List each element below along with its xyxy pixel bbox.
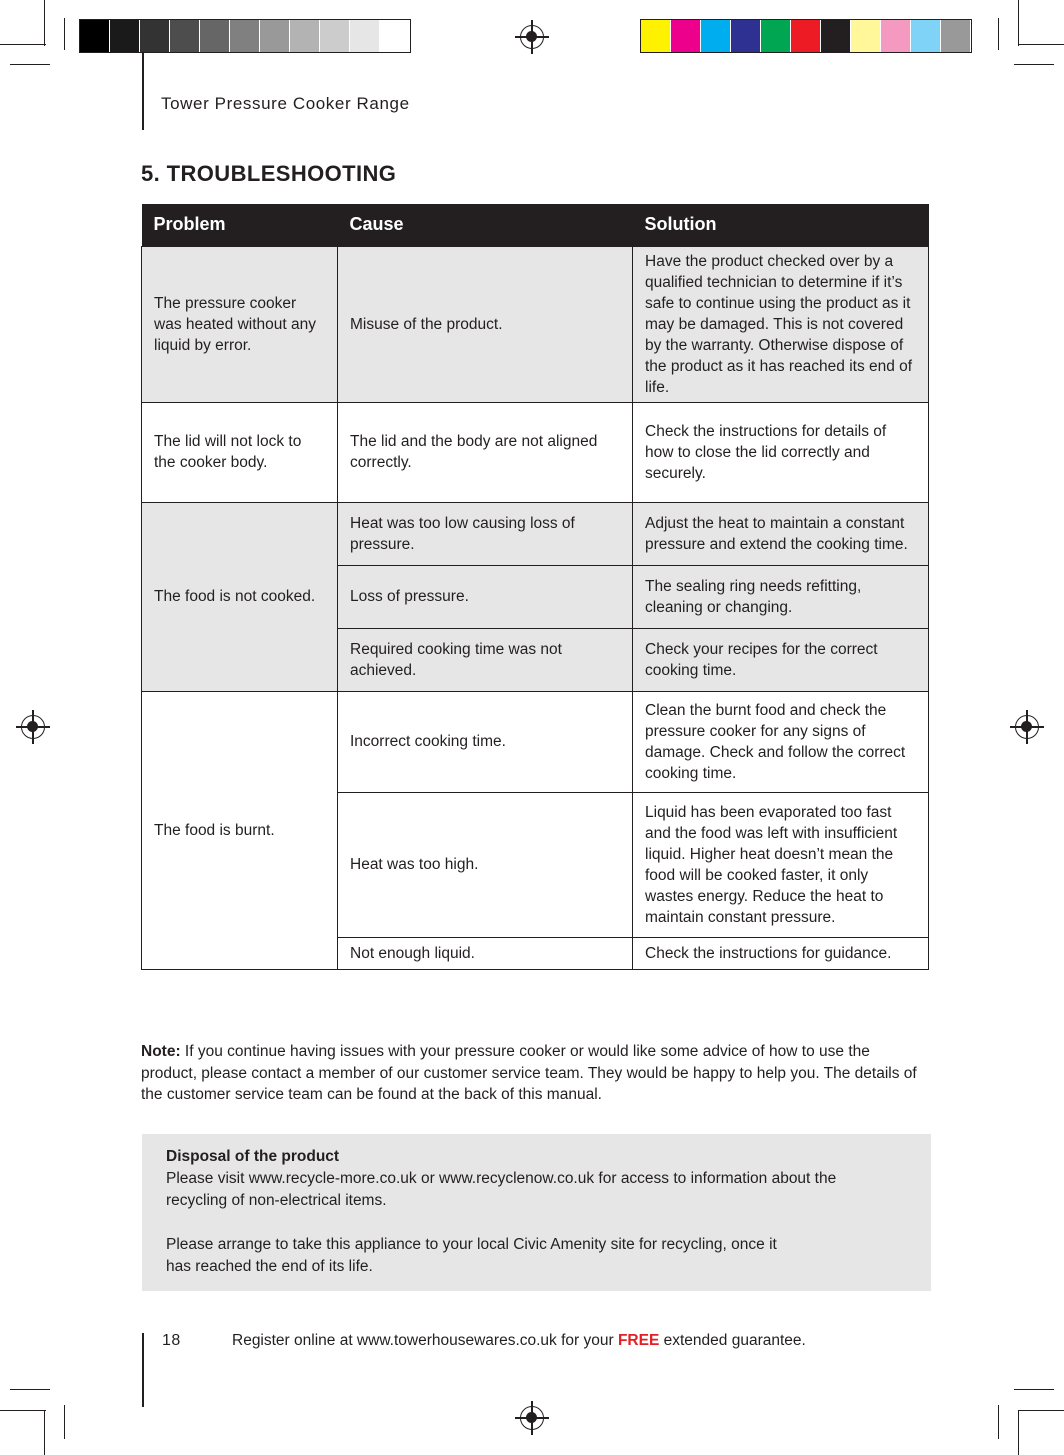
cause-cell: The lid and the body are not aligned correctly. [338, 402, 633, 502]
disposal-box [142, 1134, 931, 1291]
crop-mark [0, 1410, 46, 1411]
color-swatch [941, 20, 971, 52]
crop-mark [1018, 1410, 1064, 1411]
footer-rule [142, 1333, 144, 1407]
crop-mark [1018, 44, 1064, 45]
color-swatch [80, 20, 110, 52]
color-swatch [851, 20, 881, 52]
color-swatch [731, 20, 761, 52]
footer-text [232, 1332, 806, 1350]
color-swatch [791, 20, 821, 52]
registration-mark-icon [21, 715, 45, 739]
running-head: Tower Pressure Cooker Range [161, 94, 410, 113]
footer-text-start: Register online at www.towerhousewares.co.uk for your [232, 1332, 618, 1349]
header-rule [142, 52, 144, 130]
color-swatch [230, 20, 260, 52]
solution-cell: Check the instructions for guidance. [633, 937, 929, 969]
registration-mark-icon [1015, 715, 1039, 739]
cause-cell: Heat was too high. [338, 792, 633, 937]
color-swatch [641, 20, 671, 52]
color-swatch [380, 20, 410, 52]
color-swatch [821, 20, 851, 52]
cause-cell: Misuse of the product. [338, 246, 633, 402]
color-swatch [320, 20, 350, 52]
color-swatch [350, 20, 380, 52]
page-number: 18 [162, 1332, 181, 1349]
table-row [142, 246, 929, 402]
column-header-cause: Cause [338, 204, 633, 246]
registration-mark-icon [520, 1406, 544, 1430]
crop-mark [0, 44, 46, 45]
grayscale-color-bar [79, 19, 411, 53]
color-swatch [671, 20, 701, 52]
crop-mark [1018, 1410, 1019, 1455]
problem-cell: The lid will not lock to the cooker body. [142, 402, 338, 502]
solution-cell: Adjust the heat to maintain a constant pressure and extend the cooking time. [633, 502, 929, 565]
note-label: Note: [141, 1043, 181, 1060]
cause-cell: Loss of pressure. [338, 565, 633, 628]
crop-mark [1014, 1389, 1054, 1390]
solution-cell: Check the instructions for details of how to close the lid correctly and securely. [633, 402, 929, 502]
problem-cell: The food is burnt. [142, 691, 338, 969]
table-row [142, 402, 929, 502]
crop-mark [44, 0, 45, 46]
crop-mark [10, 64, 50, 65]
crop-mark [998, 1405, 999, 1439]
registration-mark-icon [520, 25, 544, 49]
crop-mark [1014, 64, 1054, 65]
cause-cell: Heat was too low causing loss of pressure. [338, 502, 633, 565]
solution-cell: Clean the burnt food and check the pressure cooker for any signs of damage. Check and follow the correct cooking time. [633, 691, 929, 792]
color-swatch [701, 20, 731, 52]
footer-text-end: extended guarantee. [659, 1332, 806, 1349]
crop-mark [998, 18, 999, 50]
color-swatch [260, 20, 290, 52]
cause-cell: Not enough liquid. [338, 937, 633, 969]
problem-cell: The food is not cooked. [142, 502, 338, 691]
solution-cell: The sealing ring needs refitting, cleaning or changing. [633, 565, 929, 628]
color-swatch [140, 20, 170, 52]
cause-cell: Required cooking time was not achieved. [338, 628, 633, 691]
page-title: 5. TROUBLESHOOTING [141, 161, 397, 186]
disposal-paragraph: Please visit www.recycle-more.co.uk or www.recyclenow.co.uk for access to information about the recycling of non-electrical items. [166, 1170, 837, 1209]
color-swatch [290, 20, 320, 52]
crop-mark [44, 1410, 45, 1455]
color-swatch [110, 20, 140, 52]
cause-cell: Incorrect cooking time. [338, 691, 633, 792]
column-header-solution: Solution [633, 204, 929, 246]
solution-cell: Have the product checked over by a qualified technician to determine if it’s safe to continue using the product as it may be damaged. This is not covered by the warranty. Otherwise dispose of the product as it has reached its end of life. [633, 246, 929, 402]
disposal-paragraph: Please arrange to take this appliance to your local Civic Amenity site for recycling, once it has reached the end of its life. [166, 1236, 777, 1275]
problem-cell: The pressure cooker was heated without any liquid by error. [142, 246, 338, 402]
solution-cell: Liquid has been evaporated too fast and the food was left with insufficient liquid. Higher heat doesn’t mean the food will be cooked faster, it only wastes energy. Reduce the heat to maintain constant pressure. [633, 792, 929, 937]
color-swatch [200, 20, 230, 52]
color-swatch [881, 20, 911, 52]
table-row [142, 691, 929, 792]
crop-mark [10, 1389, 50, 1390]
crop-mark [1018, 0, 1019, 46]
table-row [142, 502, 929, 565]
color-swatch [170, 20, 200, 52]
free-highlight: FREE [617, 1332, 660, 1349]
process-color-bar [640, 19, 972, 53]
note-paragraph [141, 1041, 921, 1106]
table-header-row [142, 204, 929, 246]
troubleshooting-table [141, 204, 929, 970]
disposal-title: Disposal of the product [166, 1148, 340, 1165]
color-swatch [911, 20, 941, 52]
crop-mark [64, 18, 65, 50]
note-text: If you continue having issues with your pressure cooker or would like some advice of how to use the product, please contact a member of our customer service team. They would be happy to help you. The details of the customer service team can be found at the back of this manual. [141, 1043, 917, 1103]
column-header-problem: Problem [142, 204, 338, 246]
color-swatch [761, 20, 791, 52]
solution-cell: Check your recipes for the correct cooking time. [633, 628, 929, 691]
crop-mark [64, 1405, 65, 1439]
